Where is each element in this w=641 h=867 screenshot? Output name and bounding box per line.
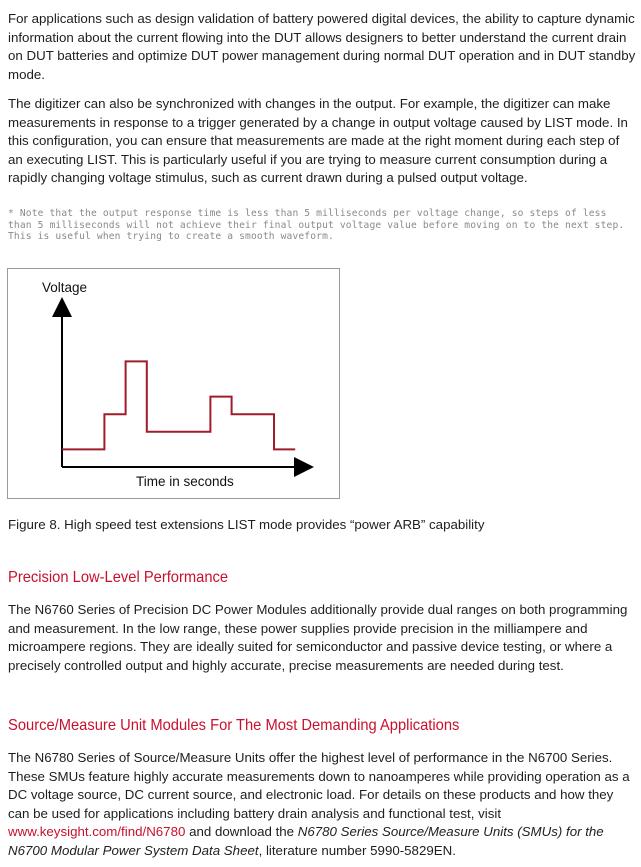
precision-paragraph: The N6760 Series of Precision DC Power Modules additionally provide dual ranges on both programming and measurement. In the low range, these power supplies provide precision in the milliampere and microampere regions. They are ideally suited for semiconductor and passive device testing, or where a precisely controlled output and highly accurate, precise measurements are needed during test. xyxy=(8,602,628,673)
smu-text-end: , literature number 5990-5829EN. xyxy=(258,842,456,858)
smu-paragraph xyxy=(8,749,636,861)
section-heading-smu: Source/Measure Unit Modules For The Most Demanding Applications xyxy=(8,717,460,734)
x-axis-label: Time in seconds xyxy=(136,474,234,489)
smu-text-mid: and download the xyxy=(185,824,298,840)
list-mode-figure xyxy=(7,268,340,499)
data-sheet-title: N6780 Series Source/Measure Units (SMUs) for the N6700 Modular Power System Data Sheet xyxy=(8,824,604,858)
y-axis-label: Voltage xyxy=(42,280,88,295)
voltage-step-line xyxy=(62,361,295,449)
digitizer-paragraph: The digitizer can also be synchronized with changes in the output. For example, the digitizer can make measurements in response to a trigger generated by a change in output voltage caused by LIST mode. In this configuration, you can ensure that measurements are made at the right moment during each step of an executing LIST. This is particularly useful if you are trying to measure current consumption during a rapidly changing voltage stimulus, such as current drawn during a pulsed output voltage. xyxy=(8,96,628,186)
footnote: * Note that the output response time is less than 5 milliseconds per voltage change, so steps of less than 5 milliseconds will not achieve their final output voltage value before moving on to the next step. This is useful when trying to create a smooth waveform. xyxy=(8,208,625,243)
intro-paragraph: For applications such as design validation of battery powered digital devices, the ability to capture dynamic information about the current flowing into the DUT allows designers to better understand the current drain on DUT batteries and optimize DUT power management during normal DUT operation and in DUT standby mode. xyxy=(8,11,636,82)
figure-caption: Figure 8. High speed test extensions LIST mode provides “power ARB” capability xyxy=(8,517,485,532)
voltage-time-plot xyxy=(8,269,341,500)
waveform-series xyxy=(62,361,295,449)
keysight-n6780-link[interactable]: www.keysight.com/find/N6780 xyxy=(8,824,186,840)
section-heading-precision: Precision Low-Level Performance xyxy=(8,569,229,586)
smu-text-start: The N6780 Series of Source/Measure Units offer the highest level of performance in the N6700 Series. These SMUs feature highly accurate measurements down to nanoamperes while providing operation as a DC voltage source, DC current source, and electronic load. For details on these products and how they can be used for applications including battery drain analysis and functional test, visit xyxy=(8,750,630,821)
